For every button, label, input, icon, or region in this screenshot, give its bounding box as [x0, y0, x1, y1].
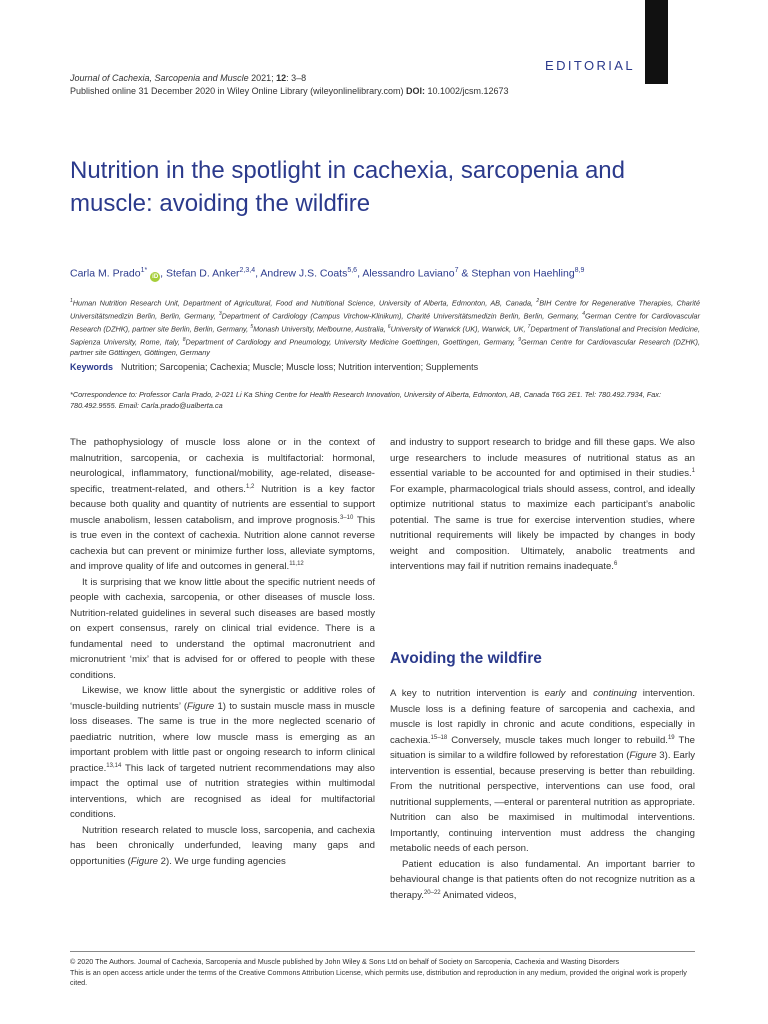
affiliation: Department of Translational and Precision Medicine, Sapienza University, Rome, Italy,: [70, 324, 700, 347]
correspondence-note: *Correspondence to: Professor Carla Prado, 2-021 Li Ka Shing Centre for Health Research Innovation, University of Alberta, Edmonton, AB, Canada T6G 2E1. Tel: 780.492.7934, Fax: 780.492.9555. Email: Carla.prado@ualberta.ca: [70, 390, 661, 410]
journal-name: Journal of Cachexia, Sarcopenia and Muscle: [70, 73, 249, 83]
author-name[interactable]: Stefan D. Anker: [166, 267, 240, 280]
article-title: Nutrition in the spotlight in cachexia, sarcopenia and muscle: avoiding the wildfire: [70, 157, 625, 217]
affiliation: Monash University, Melbourne, Australia,: [253, 324, 388, 334]
paragraph: Nutrition research related to muscle loss, sarcopenia, and cachexia has been chronically underfunded, leaving many gaps and opportunities (Figure 2). We urge funding agencies: [70, 824, 375, 867]
affiliation: German Centre for Cardiovascular Research (DZHK), partner site Berlin, Berlin, Germany,: [70, 311, 700, 334]
affiliations: $^1$Human Nutrition Research Unit, Department of Agricultural, Food and Nutritional Science, University of Alberta, Edmonton, AB, Canada, $^2$BIH Centre for Regenerative Therapies, Charité Universitätsmedizin Berlin, Berlin, Germany, $^3$Department of Cardiology (Campus Virchow-Klinikum), Charité Universitätsmedizin Berlin, Berlin, Germany, $^4$German Centre for Cardiovascular Research (DZHK), partner site Berlin, Berlin, Germany, $^5$Monash University, Melbourne, Australia, $^6$University of Warwick (UK), Warwick, UK, $^7$Department of Translational and Precision Medicine, Sapienza University, Rome, Italy, $^8$Department of Cardiology and Pneumology, University Medicine Goettingen, Goettingen, Germany, $^9$German Centre for Cardiovascular Research (DZHK), partner site Göttingen, Göttingen, Germany: [70, 298, 700, 357]
paragraph: It is surprising that we know little about the specific nutrient needs of people with cachexia, sarcopenia, or other diseases of muscle loss. Nutrition-related guidelines in several such diseases are based mostly on expert consensus, rarely on clinical trial evidence. There is a fundamental need to understand the optimal macronutrient and micronutrient ‘mix’ that is advised for or offered to people with these conditions.: [70, 576, 375, 681]
body-column-right-lower: [390, 686, 695, 903]
keywords-label: Keywords: [70, 362, 114, 372]
journal-volume: 12: [276, 73, 287, 83]
author-name[interactable]: Carla M. Prado: [70, 267, 141, 280]
affiliation: Department of Cardiology and Pneumology, University Medicine Goettingen, Goettingen, Germany,: [185, 337, 519, 347]
author-name[interactable]: Stephan von Haehling: [471, 267, 575, 280]
paragraph: Patient education is also fundamental. An important barrier to behavioural change is that patients often do not recognize nutrition as a therapy.$^{20-22}$ Animated videos,: [390, 858, 695, 901]
figure-link[interactable]: Figure: [629, 750, 657, 761]
author-name[interactable]: Andrew J.S. Coats: [260, 267, 348, 280]
body-column-right: [390, 435, 695, 575]
paragraph: The pathophysiology of muscle loss alone or in the context of malnutrition, sarcopenia, or cachexia is multifactorial: hormonal, neurological, inflammatory, functional/mobility, age-related, disease-specific, treatment-related, and others.$^{1,2}$ Nutrition is a key factor because both quality and quantity of nutrients are essential to support muscle anabolism, lessen catabolism, and improve prognosis.$^{3-10}$ This is true even in the context of cachexia. Nutrition alone cannot reverse cachexia but can prevent or minimize further loss, alleviate symptoms, and improve quality of life and outcomes in general.$^{11,12}$: [70, 437, 375, 572]
affiliation: BIH Centre for Regenerative Therapies, Charité Universitätsmedizin Berlin, Berlin, Germany,: [70, 298, 700, 321]
keywords-row: [70, 362, 478, 372]
copyright-line: © 2020 The Authors. Journal of Cachexia, Sarcopenia and Muscle published by John Wiley & Sons Ltd on behalf of Society on Sarcopenia, Cachexia and Wasting Disorders: [70, 957, 620, 966]
affiliation: German Centre for Cardiovascular Research (DZHK), partner site Göttingen, Göttingen, Germany: [70, 337, 700, 357]
body-column-left: [70, 435, 375, 869]
affiliation: Human Nutrition Research Unit, Department of Agricultural, Food and Nutritional Science, University of Alberta, Edmonton, AB, Canada,: [72, 298, 537, 308]
paragraph: A key to nutrition intervention is early and continuing intervention. Muscle loss is a defining feature of sarcopenia and cachexia, and muscle is lost rapidly in chronic and acute conditions, especially in cachexia.$^{15-18}$ Conversely, muscle takes much longer to rebuild.$^{19}$ The situation is similar to a wildfire followed by reforestation (Figure 3). Early intervention is essential, because preserving is better than rebuilding. From the nutritional perspective, interventions can use food, oral nutritional supplements, —enteral or parenteral nutrition as appropriate. Nutrition can also be maximised in multimodal interventions. Importantly, continuing intervention must address the changing metabolic needs of each person.: [390, 688, 696, 854]
license-line: This is an open access article under the terms of the Creative Commons Attribution License, which permits use, distribution and reproduction in any medium, provided the original work is properly cited.: [70, 967, 687, 987]
author-list: Carla M. Prado$^{1*}$ iD , Stefan D. Anker$^{2,3,4}$, Andrew J.S. Coats$^{5,6}$, Alessandro Laviano$^7$ & Stephan von Haehling$^{8,9}$: [70, 267, 585, 280]
affiliation: University of Warwick (UK), Warwick, UK,: [390, 324, 528, 334]
footer-divider: [70, 951, 695, 952]
article-type-label: EDITORIAL: [545, 58, 635, 73]
corner-tab: [645, 0, 668, 84]
author-name[interactable]: Alessandro Laviano: [362, 267, 455, 280]
figure-link[interactable]: Figure: [187, 700, 215, 712]
doi-link[interactable]: 10.1002/jcsm.12673: [425, 86, 509, 96]
journal-citation: Journal of Cachexia, Sarcopenia and Muscle 2021; 12: 3–8 Published online 31 December 2020 in Wiley Online Library (wileyonlinelibrary.com) DOI: 10.1002/jcsm.12673: [70, 73, 509, 96]
paragraph: and industry to support research to bridge and fill these gaps. We also urge researchers to include measures of nutritional status as an essential variable to be accounted for and optimised in their studies.$^1$ For example, pharmacological trials should assess, control, and ideally optimize nutritional status to maximize each participant’s anabolic potential. The same is true for exercise intervention studies, where nutritional requirements will likely be impacted by changes in body weight and composition. Ultimately, anabolic treatments and interventions may fail if nutrition remains inadequate.$^6$: [390, 437, 695, 572]
keywords-list: Nutrition; Sarcopenia; Cachexia; Muscle; Muscle loss; Nutrition intervention; Supplements: [121, 362, 479, 372]
affiliation: Department of Cardiology (Campus Virchow-Klinikum), Charité Universitätsmedizin Berlin, Berlin, Germany,: [221, 311, 583, 321]
figure-link[interactable]: Figure: [130, 855, 158, 867]
published-line: Published online 31 December 2020 in Wiley Online Library (wileyonlinelibrary.com): [70, 86, 406, 96]
doi-label: DOI:: [406, 86, 425, 96]
paragraph: Likewise, we know little about the synergistic or additive roles of ‘muscle-building nutrients’ (Figure 1) to sustain muscle mass in muscle loss diseases. The same is true in the more neglected scenario of paediatric nutrition, where low muscle mass is emerging as an important problem with little past or ongoing research to inform clinical practice.$^{13,14}$ This lack of targeted nutrient recommendations may also impact the optimal use of nutrition strategies within multimodal interventions, which are recognised as ideal for multifactorial conditions.: [70, 685, 375, 820]
orcid-icon[interactable]: iD: [152, 273, 159, 280]
section-heading: Avoiding the wildfire: [390, 650, 542, 667]
license-footer: [70, 957, 700, 989]
